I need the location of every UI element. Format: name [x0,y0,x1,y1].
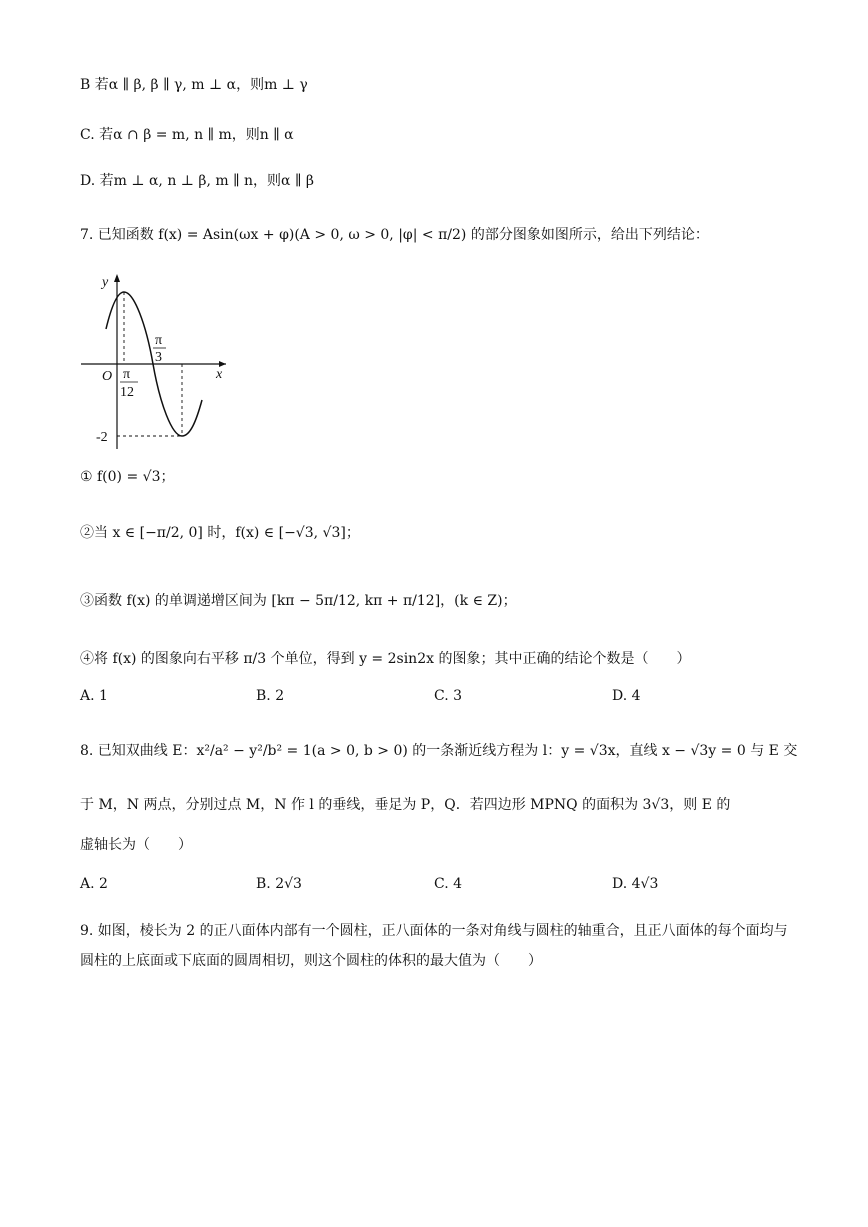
q7-option-d: D. 4 [612,688,641,704]
q7-statement-1: ① f(0) = √3； [80,469,175,485]
y-axis-label: y [102,275,109,290]
tick-pi-3-numerator: π [155,333,163,348]
q7-option-a: A. 1 [80,688,108,704]
q8-option-a: A. 2 [80,876,108,892]
q8-line-2: 于 M，N 两点，分别过点 M，N 作 l 的垂线，垂足为 P，Q．若四边形 MPNQ 的面积为 3√3，则 E 的 [80,797,731,813]
q6-option-d: D. 若m ⊥ α, n ⊥ β, m ∥ n，则α ∥ β [80,173,314,189]
y-axis-arrow-icon [114,274,120,282]
x-axis-label: x [216,367,223,382]
q8-option-d: D. 4√3 [612,876,659,892]
tick-pi-12-numerator: π [123,367,131,382]
q6-option-b: B 若α ∥ β, β ∥ γ, m ⊥ α，则m ⊥ γ [80,77,308,93]
q7-option-c: C. 3 [434,688,463,704]
tick-pi-3-denominator: 3 [155,350,162,365]
q7-stem: 7. 已知函数 f(x) = Asin(ωx + φ)(A > 0, ω > 0, |φ| < π/2) 的部分图象如图所示，给出下列结论： [80,227,709,243]
q6-option-c: C. 若α ∩ β = m, n ∥ m，则n ∥ α [80,127,294,143]
q8-option-b: B. 2√3 [256,876,302,892]
q9-text: 9. 如图，棱长为 2 的正八面体内部有一个圆柱，正八面体的一条对角线与圆柱的轴重合，且正八面体的每个面均与圆柱的上底面或下底面的圆周相切，则这个圆柱的体积的最大值为（ ） [80,923,788,969]
q8-line-3: 虚轴长为（ ） [80,837,192,853]
q8-line-1: 8. 已知双曲线 E：x²/a² − y²/b² = 1(a > 0, b > 0) 的一条渐近线方程为 l：y = √3x，直线 x − √3y = 0 与 E 交 [80,743,798,759]
q7-function-graph [76,264,236,454]
min-value-label: -2 [96,430,108,445]
q7-statement-4: ④将 f(x) 的图象向右平移 π/3 个单位，得到 y = 2sin2x 的图象；其中正确的结论个数是（ ） [80,651,691,667]
q7-options [80,688,792,710]
tick-pi-12-denominator: 12 [120,385,134,400]
origin-label: O [102,369,113,384]
q8-options [80,876,792,898]
q7-statement-3: ③函数 f(x) 的单调递增区间为 [kπ − 5π/12, kπ + π/12]，(k ∈ Z)； [80,593,517,609]
q8-option-c: C. 4 [434,876,463,892]
q7-statement-2: ②当 x ∈ [−π/2, 0] 时，f(x) ∈ [−√3, √3]； [80,525,360,541]
q7-option-b: B. 2 [256,688,285,704]
